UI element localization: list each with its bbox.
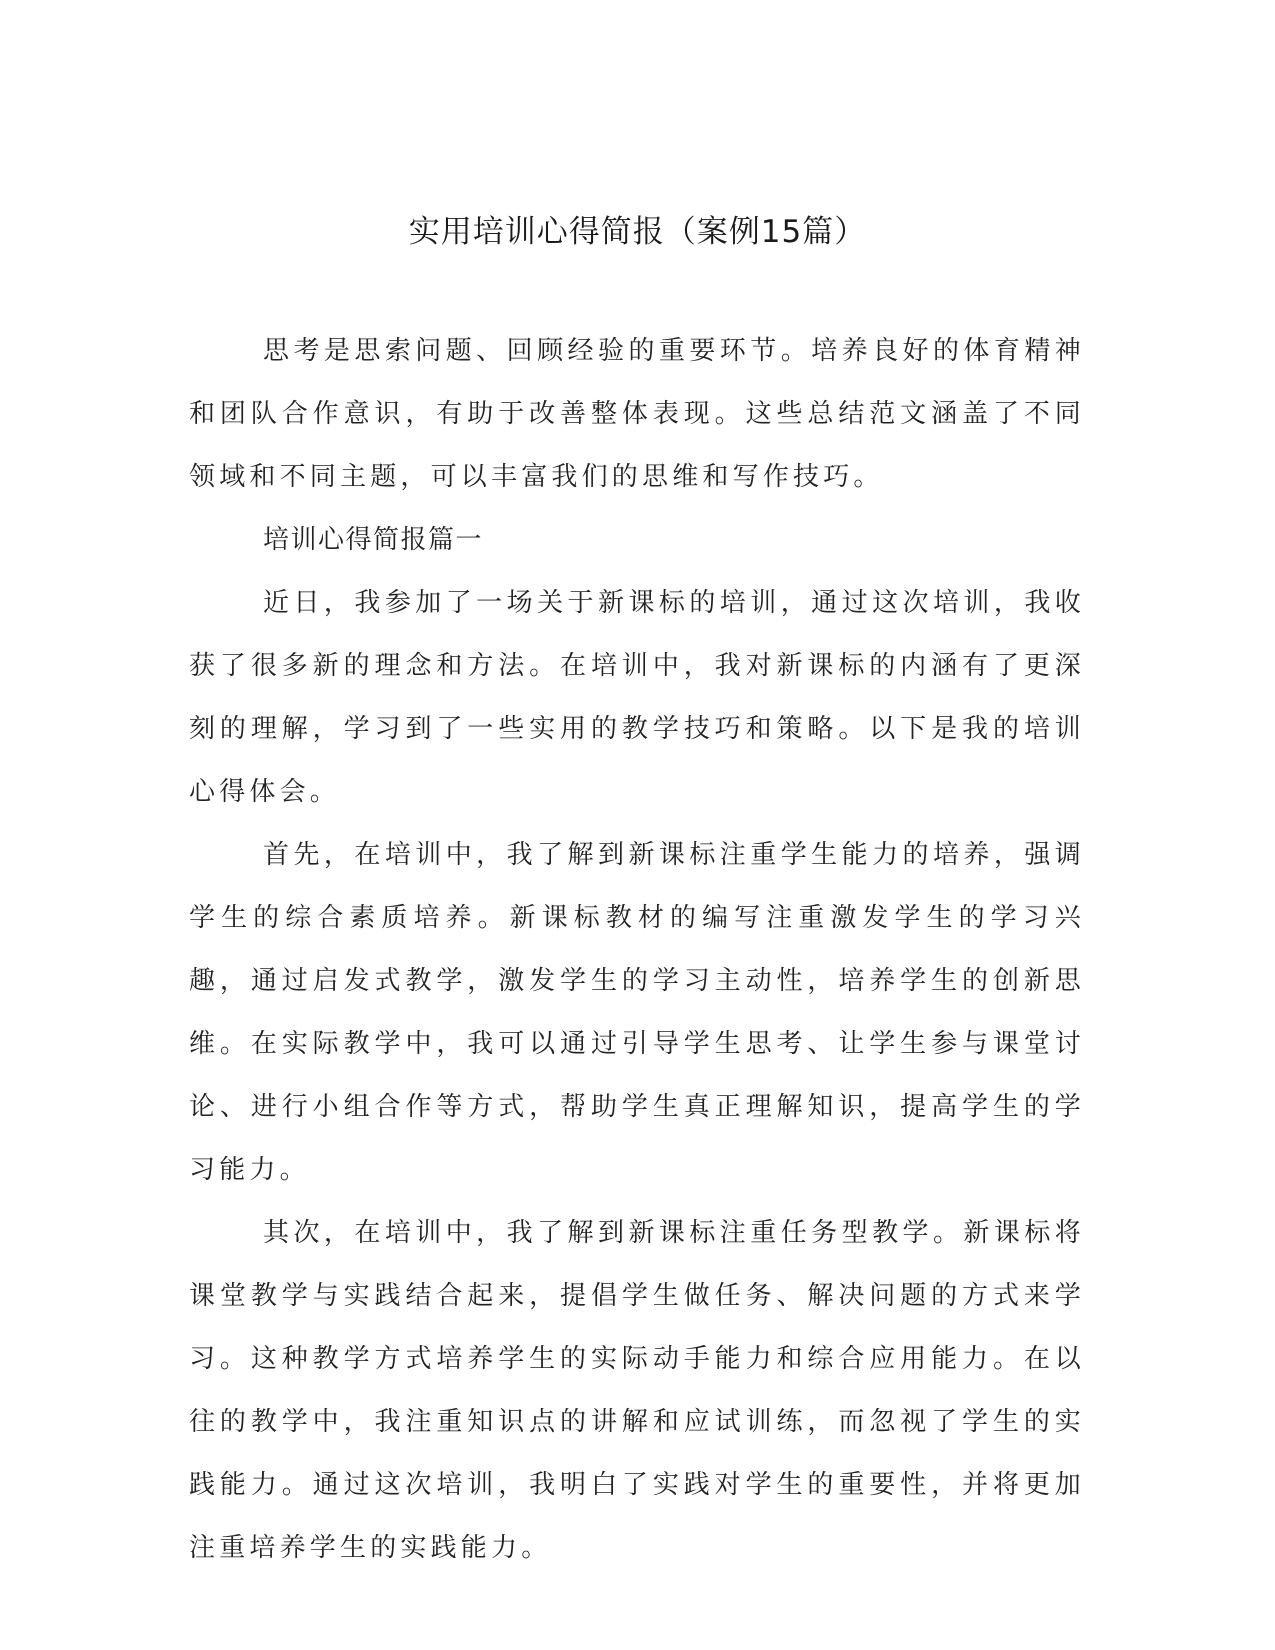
body-paragraph: 近日，我参加了一场关于新课标的培训，通过这次培训，我收获了很多新的理念和方法。在培训中，我对新课标的内涵有了更深刻的理解，学习到了一些实用的教学技巧和策略。以下是我的培训心得体会。 (189, 588, 1085, 807)
document-body (189, 320, 1085, 1580)
document-title: 实用培训心得简报（案例15篇） (408, 214, 867, 250)
intro-paragraph: 思考是思索问题、回顾经验的重要环节。培养良好的体育精神和团队合作意识，有助于改善整体表现。这些总结范文涵盖了不同领域和不同主题，可以丰富我们的思维和写作技巧。 (189, 336, 1085, 492)
body-paragraph: 其次，在培训中，我了解到新课标注重任务型教学。新课标将课堂教学与实践结合起来，提倡学生做任务、解决问题的方式来学习。这种教学方式培养学生的实际动手能力和综合应用能力。在以往的教学中，我注重知识点的讲解和应试训练，而忽视了学生的实践能力。通过这次培训，我明白了实践对学生的重要性，并将更加注重培养学生的实践能力。 (189, 1218, 1085, 1563)
section-heading: 培训心得简报篇一 (263, 525, 484, 555)
body-paragraph: 首先，在培训中，我了解到新课标注重学生能力的培养，强调学生的综合素质培养。新课标教材的编写注重激发学生的学习兴趣，通过启发式教学，激发学生的学习主动性，培养学生的创新思维。在实际教学中，我可以通过引导学生思考、让学生参与课堂讨论、进行小组合作等方式，帮助学生真正理解知识，提高学生的学习能力。 (189, 840, 1085, 1185)
